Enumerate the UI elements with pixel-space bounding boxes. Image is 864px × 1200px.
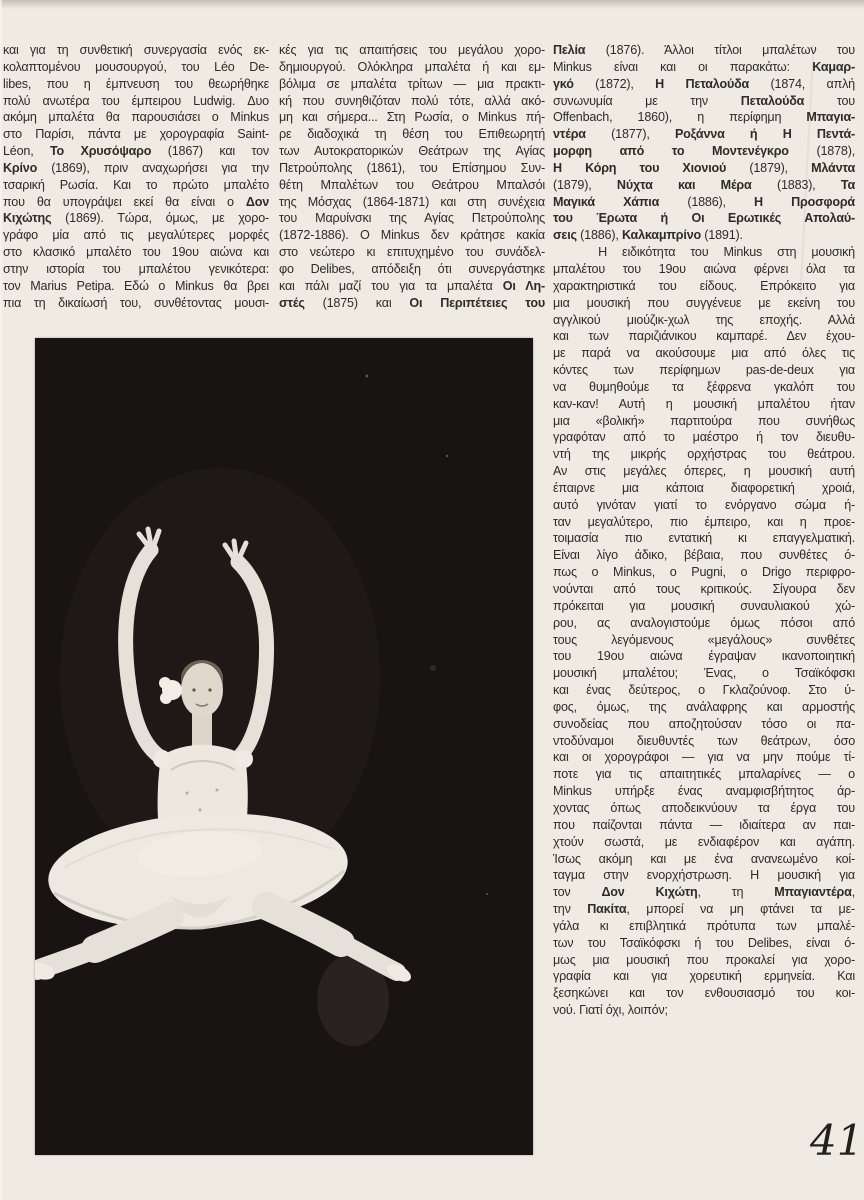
- text-line: να θυμηθούμε τα ξέφρενα γκαλόπ του: [553, 379, 855, 394]
- text-line: βόλιμα σε μπαλέτα τρίτων — μια πρακτι-: [279, 76, 545, 91]
- text-line: και πάλι μαζί του για τα μπαλέτα Οι Λη-: [279, 278, 545, 293]
- text-line: καν-καν! Αυτή η μουσική μπαλέτου ήταν: [553, 396, 855, 411]
- text-line: συνοδείας που αποζητούσαν τόσο οι πα-: [553, 716, 855, 731]
- text-line: χοντας όπως αποδεικνύουν τα έργα του: [553, 800, 855, 815]
- text-line: ξεσηκώνει και τον ενθουσιασμό του κοι-: [553, 986, 855, 1001]
- ballet-photo-illustration: [35, 338, 533, 1155]
- text-line: γράφο μία από τις μεγαλύτερες μορφές: [3, 228, 269, 243]
- text-line: του Έρωτα ή Οι Ερωτικές Απολαύ-: [553, 211, 855, 226]
- text-line: Léon, Το Χρυσόψαρο (1867) και τον: [3, 144, 269, 159]
- text-line: πρόκειται για μουσική συναυλιακού χώ-: [553, 598, 855, 613]
- text-line: Είναι λίγο άδικο, βέβαια, που συνθέτες ό-: [553, 548, 855, 563]
- text-line: πια τη δικαίωσή του, συνθέτοντας μουσι-: [3, 295, 269, 310]
- text-line: Offenbach, 1860), η περίφημη Μπαγια-: [553, 110, 855, 125]
- page-number: 41: [810, 1116, 864, 1165]
- text-line: libes, που η έμπνευση του θεωρήθηκε: [3, 76, 269, 91]
- text-line: νούνται από τους κριτικούς. Σίγουρα δεν: [553, 582, 855, 596]
- text-line: ντή της μικρής ορχήστρας του θεάτρου.: [553, 447, 855, 462]
- article-column-left: [3, 42, 269, 312]
- text-line: κολαπτομένου μουσουργού, του Léo De-: [3, 59, 269, 74]
- text-line: Minkus είναι και οι παρακάτω: Καμαρ-: [553, 59, 855, 74]
- text-line: και οι χορογράφοι — για να μην πούμε τί-: [553, 750, 855, 765]
- text-line: μουσική μπαλέτου; Ένας, ο Τσαϊκόφσκι: [553, 666, 855, 681]
- text-line: Κρίνο (1869), πριν αναχωρήσει για την: [3, 160, 269, 175]
- text-line: μπαλέτου του 19ου αιώνα φέρνει όλα τα: [553, 261, 855, 276]
- text-line: ρου, ας αναλογιστούμε όμως πόσοι από: [553, 615, 855, 630]
- neck: [192, 714, 212, 746]
- text-line: στο νεώτερο κι επιτυχημένο του συνάδελ-: [279, 245, 545, 260]
- text-line: μια «βολική» παρτιτούρα που συνήθως: [553, 413, 855, 428]
- text-line: αυτό γινόταν γιατί το ενόργανο σώμα ή-: [553, 497, 855, 512]
- text-line: την Πακίτα, μπορεί να μη φτάνει τα με-: [553, 902, 855, 917]
- text-line: φο Delibes, απόδειξη ότι συνεργάστηκε: [279, 261, 545, 276]
- text-line: και των παριζιάνικου καμπαρέ. Δεν έχου-: [553, 329, 855, 344]
- text-line: Minkus υπήρξε ένας αναμφισβήτητος άρ-: [553, 784, 855, 799]
- text-line: δημιουργού. Ολόκληρα μπαλέτα ή και εμ-: [279, 59, 545, 74]
- text-line: πολύ ανωτέρα του έμπειρου Ludwig. Δυο: [3, 93, 269, 108]
- text-line: συνωνυμία με την Πεταλούδα του: [553, 93, 855, 108]
- text-line: της Μόσχας (1864-1871) και στη συνέχεια: [279, 194, 545, 209]
- page-top-edge-shadow: [0, 0, 864, 9]
- text-line: με παρά να ακούσουμε μια από όλες τις: [553, 346, 855, 361]
- text-line: των του Τσαϊκόφσκι ή του Delibes, είναι ό-: [553, 935, 855, 950]
- text-line: τοιμασία πιο εντατική κι επαγγελματική.: [553, 531, 855, 546]
- text-line: μη και σήμερα... Στη Ρωσία, ο Minkus πή-: [279, 110, 545, 125]
- text-line: τσαρική Ρωσία. Και το πρώτο μπαλέτο: [3, 177, 269, 192]
- text-line: θέτη Μπαλέτων του Θεάτρου Μπαλσόι: [279, 177, 545, 192]
- text-line: ταγμα στην ενορχήστρωση. Η μουσική για: [553, 868, 855, 883]
- text-line: μως μια μουσική που προκαλεί για χορο-: [553, 952, 855, 967]
- text-line: στές (1875) και Οι Περιπέτειες του: [279, 295, 545, 310]
- text-line: Αν στις μεγάλες όπερες, η μουσική αυτή: [553, 464, 855, 479]
- text-line: κές για τις απαιτήσεις του μεγάλου χορο-: [279, 43, 545, 57]
- text-line: τον Δον Κιχώτη, τη Μπαγιαντέρα,: [553, 885, 855, 900]
- text-line: ποτε για τις απαιτητικές μπαλαρίνες — ο: [553, 767, 855, 782]
- text-line: Πετρούπολης (1861), του Επίσημου Συν-: [279, 160, 545, 175]
- face: [181, 663, 223, 717]
- article-column-middle: [279, 42, 545, 312]
- article-column-right: [553, 42, 855, 1019]
- text-line: χαρακτηριστικά του είδους. Επρόκειτο για: [553, 278, 855, 293]
- text-line: στο Παρίσι, πάντα με χορογραφία Saint-: [3, 127, 269, 142]
- text-line: Η Κόρη του Χιονιού (1879), Μλάντα: [553, 160, 855, 175]
- text-line: γάλα κι επιβλητικά πρότυπα των μπαλέ-: [553, 918, 855, 933]
- text-line: πως ο Minkus, ο Pugni, ο Drigo περιφρο-: [553, 565, 855, 580]
- text-line: τους λεγόμενους «μεγάλους» συνθέτες: [553, 632, 855, 647]
- text-line: (1879), Νύχτα και Μέρα (1883), Τα: [553, 177, 855, 192]
- text-line: ταν μεγαλύτερο, πιο έμπειρο, και η προε-: [553, 514, 855, 529]
- text-line: στο κλασικό μπαλέτο του 19ου αιώνα και: [3, 245, 269, 260]
- text-line: ντοδύναμοι διευθυντές των θεάτρων, όσο: [553, 733, 855, 748]
- text-line: γραφόταν από το μαέστρο ή τον διευθυ-: [553, 430, 855, 445]
- text-line: κή που συνηθιζόταν πολύ τότε, αλλά ακό-: [279, 93, 545, 108]
- text-line: μια μουσική που συγγένευε με εκείνη του: [553, 295, 855, 310]
- text-line: των Αυτοκρατορικών Θεάτρων της Αγίας: [279, 144, 545, 159]
- text-line: Πελία (1876). Άλλοι τίτλοι μπαλέτων του: [553, 43, 855, 57]
- text-line: φος, όμως, της ανάλαφρης και αρμοστής: [553, 699, 855, 714]
- text-line: Η ειδικότητα του Minkus στη μουσική: [553, 245, 855, 260]
- right-shoulder-ruffle: [235, 750, 253, 768]
- text-line: τον Marius Petipa. Εδώ ο Minkus θα βρει: [3, 278, 269, 293]
- text-line: και για τη συνθετική συνεργασία ενός εκ-: [3, 43, 269, 57]
- text-line: γραφία και για χορευτική ερμηνεία. Και: [553, 969, 855, 984]
- text-line: αγγλικού μιούζικ-χωλ της εποχής. Αλλά: [553, 312, 855, 327]
- text-line: Κιχώτης (1869). Τώρα, όμως, με χορο-: [3, 211, 269, 226]
- left-shoulder-ruffle: [153, 750, 171, 768]
- text-line: ακόμη μπαλέτα θα παρουσιάσει ο Minkus: [3, 110, 269, 125]
- ballet-photo: [35, 338, 533, 1155]
- text-line: (1872-1886). Ο Minkus δεν κράτησε κακία: [279, 228, 545, 243]
- text-line: γκό (1872), Η Πεταλούδα (1874, απλή: [553, 76, 855, 91]
- text-line: ντέρα (1877), Ροξάννα ή Η Πεντά-: [553, 127, 855, 142]
- text-line: στην ιστορία του μπαλέτου γενικότερα:: [3, 261, 269, 276]
- text-line: του 19ου αιώνα έγραψαν ικανοποιητική: [553, 649, 855, 664]
- text-line: κόντες των περίφημων pas-de-deux για: [553, 363, 855, 378]
- text-line: του Μαρυίνσκι της Αγίας Πετρούπολης: [279, 211, 545, 226]
- text-line: μορφη από το Μοντενέγκρο (1878),: [553, 144, 855, 159]
- text-line: και ένας δεύτερος, ο Γκλαζούνοφ. Στο ύ-: [553, 683, 855, 698]
- text-line: Ίσως ακόμη και με ένα ανανεωμένο κοί-: [553, 851, 855, 866]
- text-line: χτούν σωστά, με ενδιαφέρον και αγάπη.: [553, 834, 855, 849]
- text-line: που θα υπογράψει εκεί θα είναι ο Δον: [3, 194, 269, 209]
- text-line: νού. Γιατί όχι, λοιπόν;: [553, 1003, 668, 1018]
- text-line: που παίζονται πάντα — ιδιαίτερα αν παι-: [553, 817, 855, 832]
- text-line: Μαγικά Χάπια (1886), Η Προσφορά: [553, 194, 855, 209]
- text-line: ρε διαδοχικά τη θέση του Επιθεωρητή: [279, 127, 545, 142]
- text-line: έπαιρνε μια κάποια διαφορετική χροιά,: [553, 480, 855, 495]
- text-line: σεις (1886), Καλκαμπρίνο (1891).: [553, 228, 743, 243]
